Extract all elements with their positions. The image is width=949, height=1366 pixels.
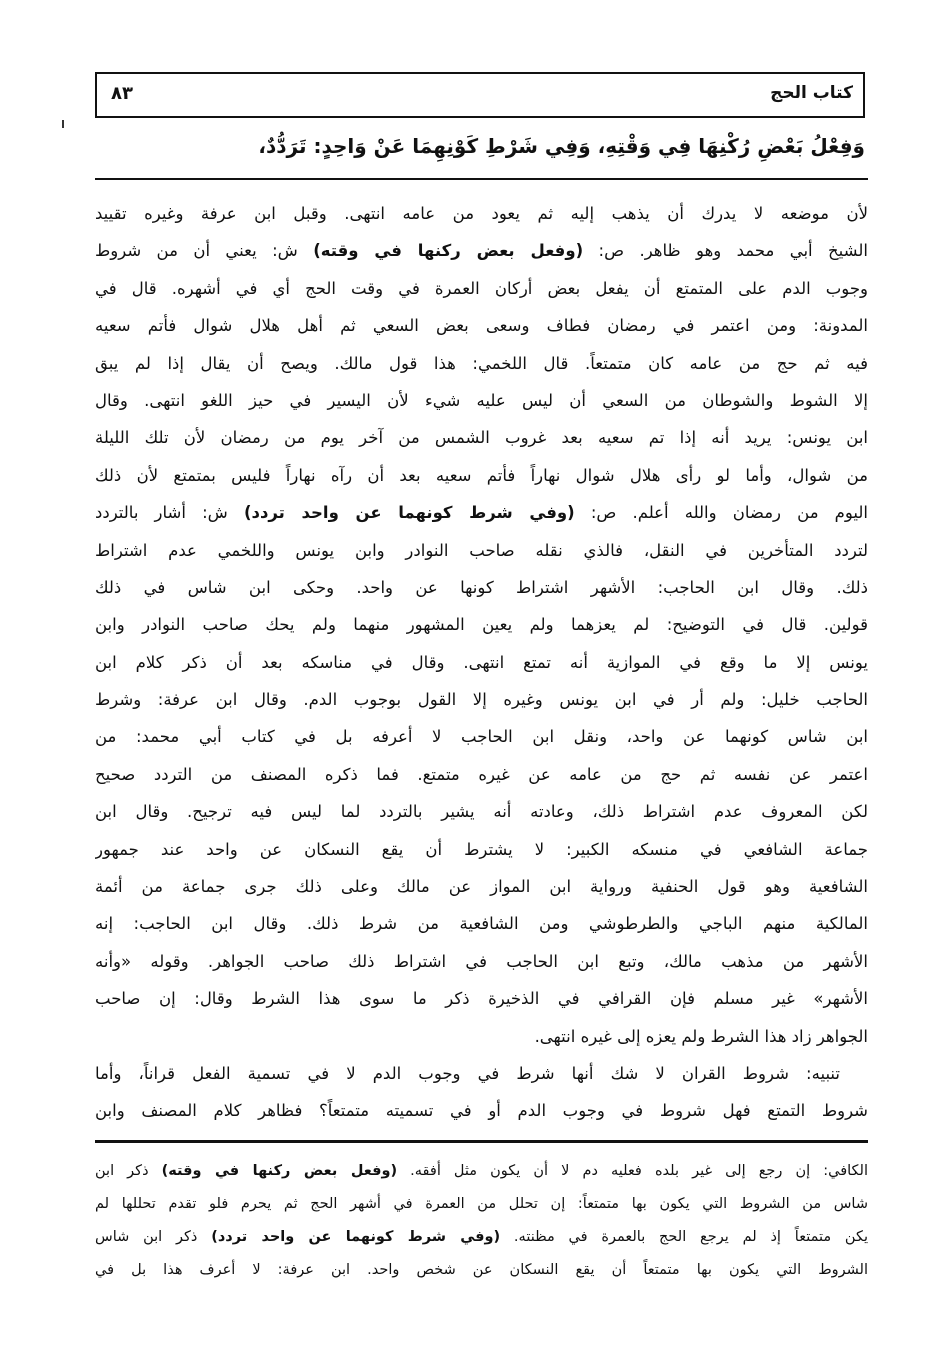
text-line [95, 980, 868, 1017]
line-text: شاس من الشروط التي يكون بها متمتعاً: إن تحلل من العمرة في أشهر الحج ثم يحرم فلو تقدم تحللها لم [95, 1196, 868, 1212]
line-text: الجواهر زاد هذا الشرط ولم يعزه إلى غيره انتهى. [534, 1026, 868, 1046]
line-text: الأشهر» غير مسلم فإن القرافي في الذخيرة ذكر ما سوى هذا الشرط وقال: إن صاحب [95, 989, 868, 1009]
line-text: قولين. قال في التوضيح: لم يعزهما ولم يعين المشهور منهما ولم يحك صاحب النوادر وابن [95, 615, 868, 635]
line-text: الأشهر من مذهب مالك، وتبع ابن الحاجب في اشتراط ذلك صاحب الجواهر. وقوله «وأنه [95, 951, 868, 971]
text-line [95, 1254, 868, 1287]
line-text: ذلك. وقال ابن الحاجب: الأشهر اشتراط كونها عن واحد. وحكى ابن شاس في ذلك [95, 577, 868, 597]
line-text: تنبيه: شروط القران لا شك أنها شرط في وجوب الدم لا في تسمية الفعل قراناً، وأما [95, 1063, 840, 1083]
line-text: لأن موضعه لا يدرك أن يذهب إليه ثم يعود من عامه انتهى. وقبل ابن عرفة وغيره تقييد [95, 204, 868, 223]
text-line [95, 569, 868, 606]
margin-mark [62, 120, 64, 128]
line-text: لتردد المتأخرين في النقل، فالذي نقله صاحب النوادر وابن يونس واللخمي عدم اشتراط [95, 540, 868, 560]
line-text: الشروط التي يكون بها متمتعاً أن يقع النسكان عن شخص واحد. ابن عرفة: لا أعرف هذا بل في [95, 1262, 868, 1278]
line-text: جماعة الشافعي في منسكه الكبير: لا يشترط أن يقع النسكان عن واحد عند جمهور [95, 839, 868, 859]
text-line [95, 195, 868, 232]
text-line [95, 1221, 868, 1254]
text-line [95, 382, 868, 419]
text-line [95, 831, 868, 868]
line-text: وجوب الدم على المتمتع أن يفعل بعض أركان العمرة في وقت الحج أي في أشهره. قال في [95, 278, 868, 298]
commentary-body [95, 195, 868, 1130]
text-line [95, 606, 868, 643]
text-line [95, 345, 868, 382]
text-line [95, 756, 868, 793]
text-line [95, 718, 868, 755]
quoted-matn: (وفعل بعض ركنها في وقته) [313, 241, 584, 261]
line-text: المدونة: ومن اعتمر في رمضان فطاف وسعى بعض السعي ثم أهل هلال شوال فأتم سعيه [95, 316, 868, 336]
quoted-matn: (وفي شرط كونهما عن واحد تردد) [211, 1229, 501, 1245]
line-text: الشافعية وهو قول الحنفية ورواية ابن المواز عن مالك وعلى ذلك جرى جماعة من أئمة [95, 877, 868, 897]
matn-verse: وَفِعْلُ بَعْضِ رُكْنِهَا فِي وَقْتِهِ، وَفِي شَرْطِ كَوْنِهِمَا عَنْ وَاحِدٍ: تَرَدُّدٌ، [258, 134, 865, 158]
text-line [95, 943, 868, 980]
line-text: الحاجب خليل: ولم أر في ابن يونس وغيره إلا القول بوجوب الدم. وقال ابن عرفة: وشرط [95, 690, 868, 710]
text-line [95, 1092, 868, 1129]
text-line [95, 307, 868, 344]
line-text: إلا الشوط والشوطان من السعي أن ليس عليه شيء لأن اليسير في حيز اللغو انتهى. وقال [95, 390, 868, 410]
line-text: اعتمر عن نفسه ثم حج من عامه عن غيره متمتع. فما ذكره المصنف من التردد صحيح [95, 764, 868, 784]
chapter-title: كتاب الحج [770, 83, 853, 103]
line-text: ش: أشار بالتردد [95, 503, 244, 523]
text-line [95, 793, 868, 830]
footnote-divider [95, 1140, 868, 1143]
quoted-matn: (وفي شرط كونهما عن واحد تردد) [243, 503, 575, 523]
text-line [95, 681, 868, 718]
text-line [95, 644, 868, 681]
text-line [95, 270, 868, 307]
text-line [95, 494, 868, 531]
line-text: شروط التمتع فهل شروط في وجوب الدم أو في تسميته متمتعاً؟ فظاهر كلام المصنف وابن [95, 1101, 868, 1121]
line-text: من شوال، وأما لو رأى هلال شوال نهاراً فأتم سعيه بعد أن رآه نهاراً فليس بمتمتع لأن ذلك [95, 465, 868, 485]
running-header [95, 72, 865, 118]
line-text: يونس إلا ما وقع في الموازية أنه تمتع انتهى. وقال في مناسكه بعد أن ذكر كلام ابن [95, 652, 868, 672]
text-line [95, 868, 868, 905]
line-text: ابن يونس: يريد أنه إذا تم سعيه بعد غروب الشمس من آخر يوم من رمضان لأن تلك الليلة [95, 428, 868, 448]
text-line [95, 1155, 868, 1188]
text-line [95, 419, 868, 456]
line-text: المالكية منهم الباجي والطرطوشي ومن الشافعية من شرط ذلك. وقال ابن الحاجب: إنه [95, 914, 868, 934]
footnotes [95, 1155, 868, 1287]
page-number: ٨٣ [111, 83, 133, 104]
line-text: ذكر ابن [95, 1163, 162, 1179]
text-line [95, 1055, 868, 1092]
line-text: الشيخ أبي محمد وهو ظاهر. ص: [583, 241, 868, 261]
line-text: ش: يعني أن من شروط [95, 241, 314, 261]
text-line [95, 1188, 868, 1221]
line-text: يكن متمتعاً إذ لم يرجع الحج بالعمرة في مظنته. [500, 1229, 868, 1245]
line-text: الكافي: إن رجع إلى غير بلده فعليه دم لا أن يكون مثل أفقه. [397, 1163, 868, 1179]
line-text: ابن شاس كونهما عن واحد، ونقل ابن الحاجب لا أعرفه بل في كتاب أبي محمد: من [95, 727, 868, 747]
text-line [95, 457, 868, 494]
line-text: ذكر ابن شاس [95, 1229, 212, 1245]
text-line [95, 1018, 868, 1055]
text-line [95, 532, 868, 569]
line-text: فيه ثم حج من عامه كان متمتعاً. قال اللخمي: هذا قول مالك. ويصح أن يقال إذا لم يبق [95, 353, 868, 373]
text-line [95, 905, 868, 942]
quoted-matn: (وفعل بعض ركنها في وقته) [161, 1163, 398, 1179]
verse-divider [95, 178, 868, 180]
line-text: اليوم من رمضان والله أعلم. ص: [574, 503, 868, 523]
text-line [95, 232, 868, 269]
line-text: لكن المعروف عدم اشتراط ذلك، وعادته أنه يشير بالتردد لما ليس فيه ترجيح. وقال ابن [95, 802, 868, 822]
